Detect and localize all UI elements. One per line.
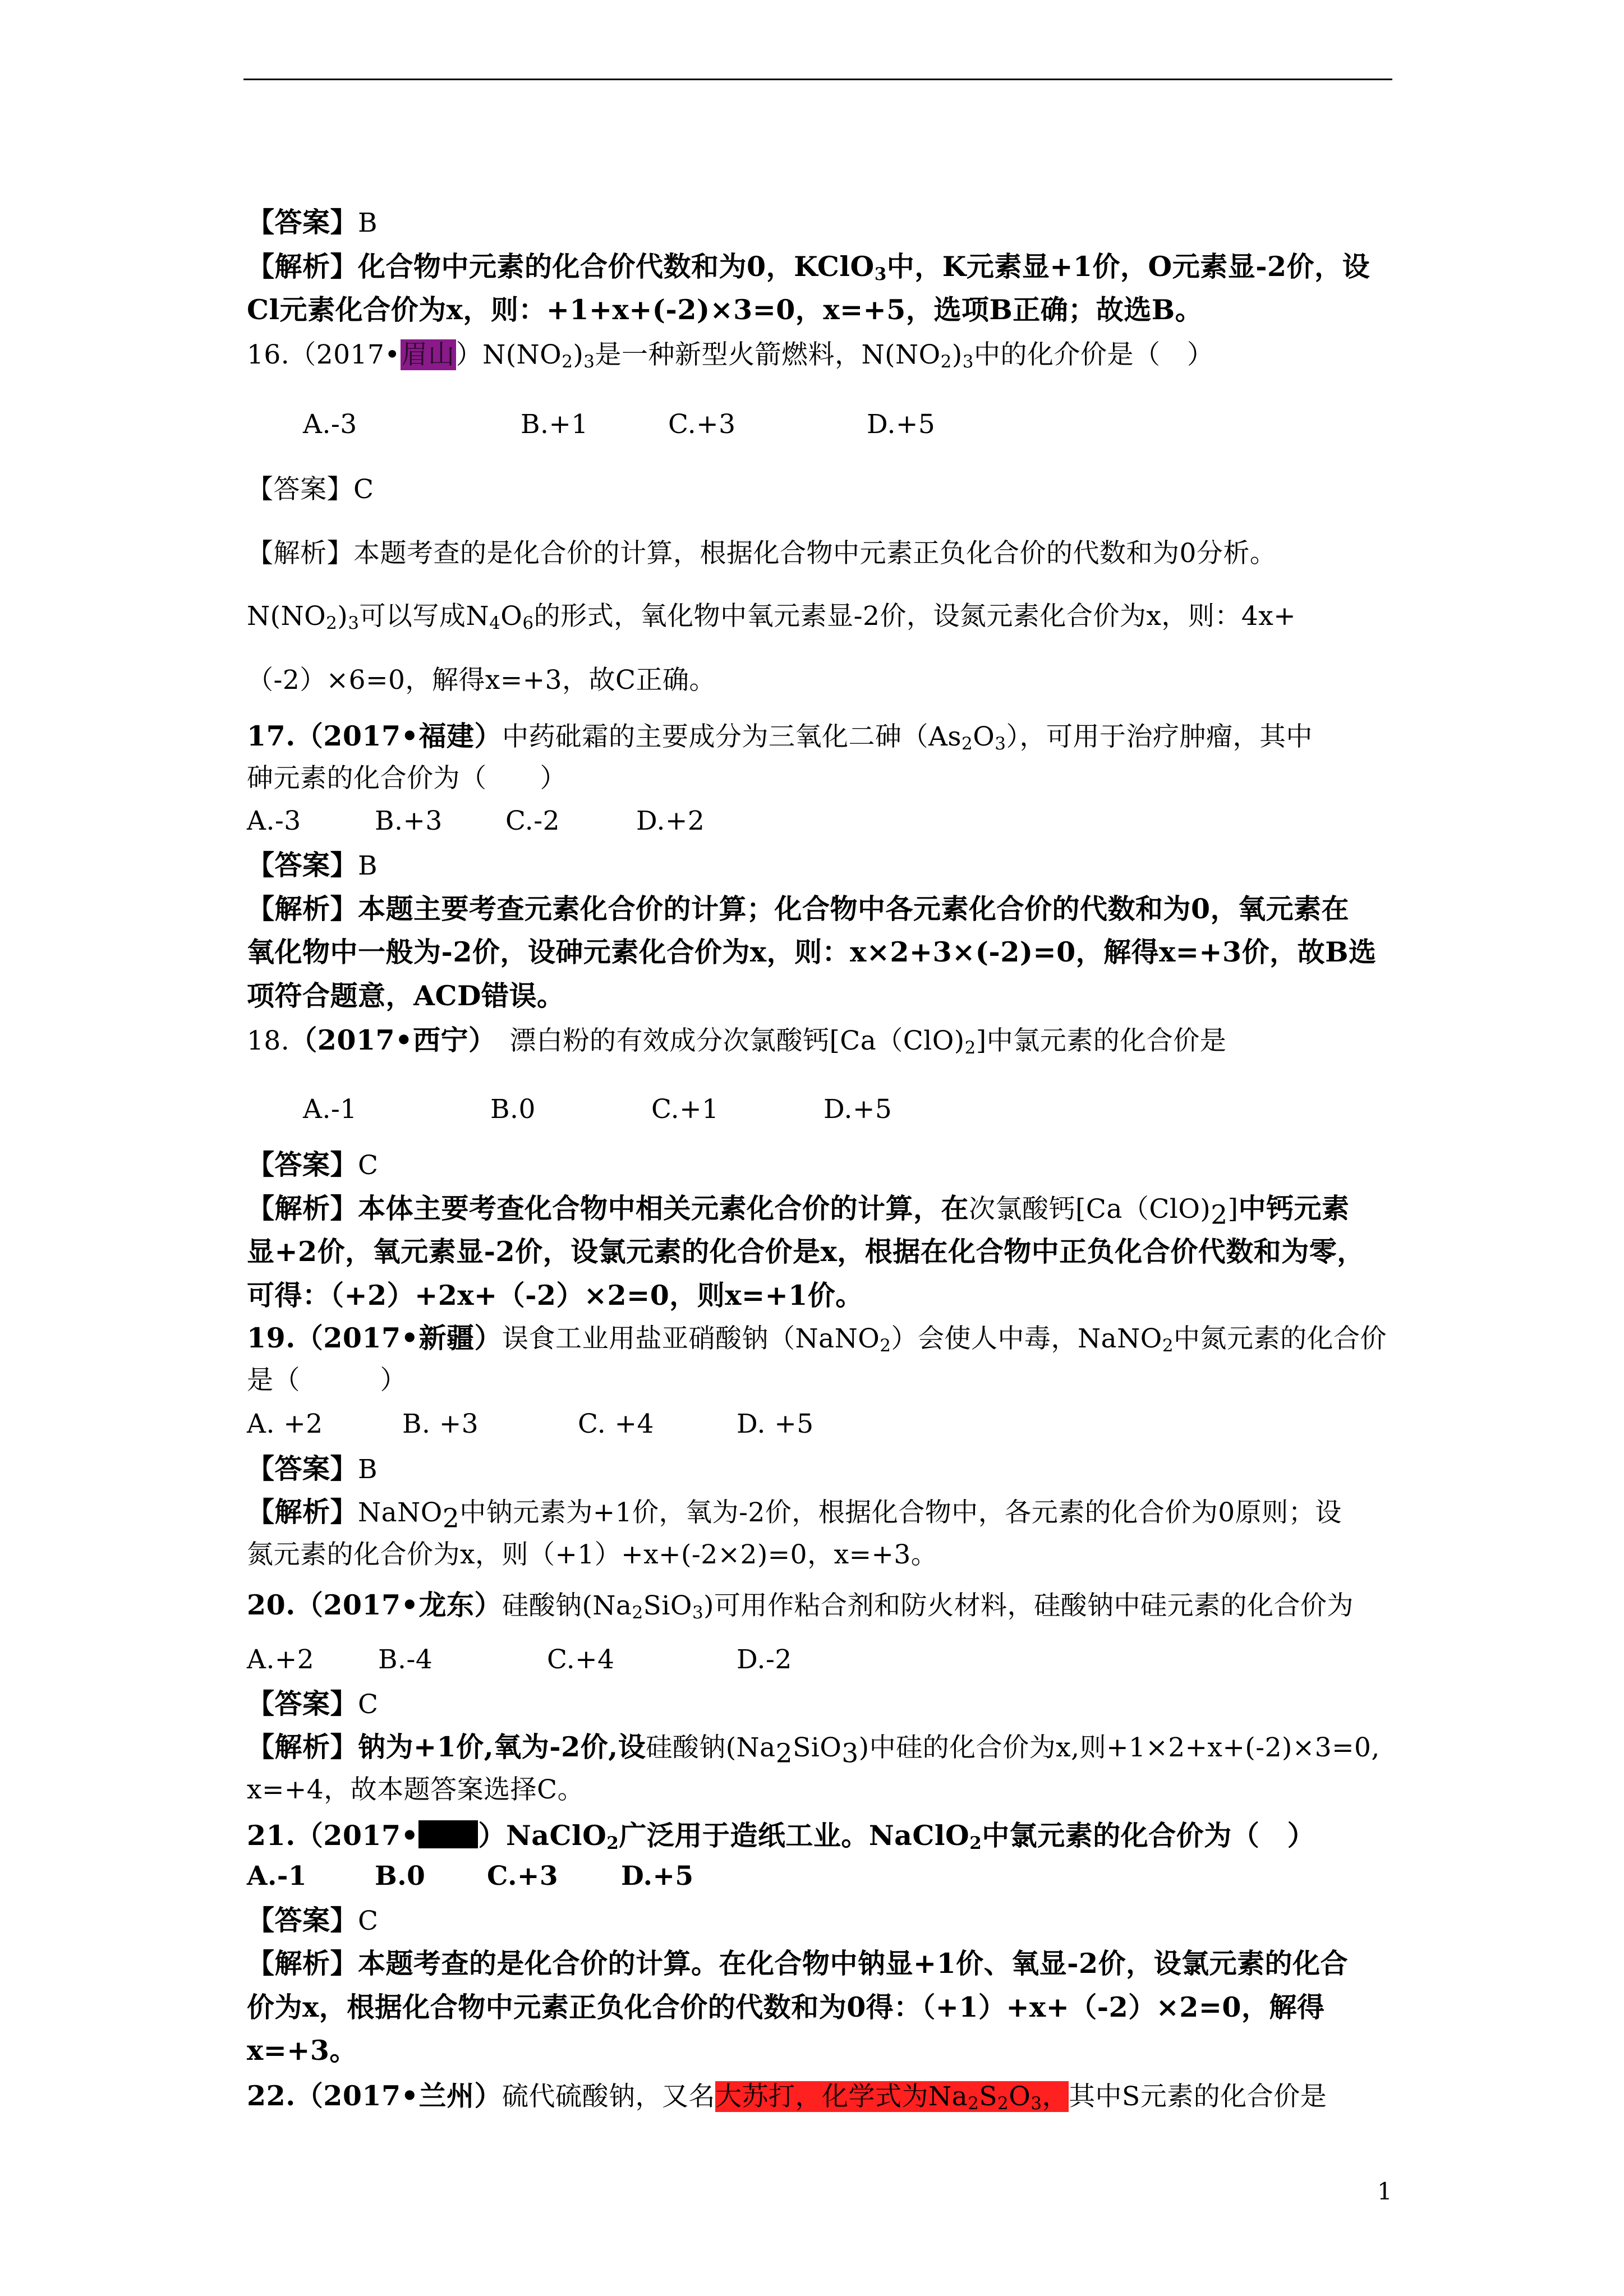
q18-stem: 18.（2017•西宁） 漂白粉的有效成分次氯酸钙$[Ca(ClO)_2]$中氯元素的化合价是 — [247, 1024, 1227, 1058]
q15-analysis-line2: Cl元素化合价为x，则：+1+x+(-2)×3=0，x=+5，选项B正确；故选B。 — [247, 293, 1203, 326]
q16-option-b: B.+1 — [521, 409, 588, 440]
page-number: 1 — [1377, 2178, 1392, 2205]
formula-highlight: 大苏打，化学式为$Na_2S_2O_3$， — [715, 2081, 1069, 2114]
q20-analysis-line1: 【解析】钠为+1价,氧为-2价,设硅酸钠$(Na_2SiO_3)$中硅的化合价为x,则+1×2+x+(-2)×3=0, — [247, 1731, 1380, 1769]
q16-analysis-line3: （-2）×6=0，解得x=+3，故C正确。 — [247, 665, 716, 696]
q16-answer: 【答案】C — [247, 474, 374, 505]
q21-option-d: D.+5 — [621, 1861, 694, 1892]
q19-analysis-line2: 氮元素的化合价为x，则（+1）+x+(-2×2)=0，x=+3。 — [247, 1539, 938, 1570]
q21-analysis-line3: x=+3。 — [247, 2034, 357, 2067]
q20-option-b: B.-4 — [378, 1644, 433, 1675]
q17-option-d: D.+2 — [636, 806, 705, 836]
q18-option-c: C.+1 — [651, 1094, 719, 1125]
q17-analysis-line3: 项符合题意，ACD错误。 — [247, 979, 565, 1012]
q18-option-d: D.+5 — [823, 1094, 892, 1125]
redacted-region — [418, 1820, 478, 1848]
q18-analysis-line3: 可得：（+2）+2x+（-2）×2=0，则x=+1价。 — [247, 1279, 863, 1312]
region-highlight: 眉山 — [401, 339, 455, 370]
q19-stem-line1: 19.（2017•新疆）误食工业用盐亚硝酸钠（NaNO$_2$）会使人中毒，NaNO$_2$中氮元素的化合价 — [247, 1322, 1387, 1356]
q19-stem-line2: 是（ ） — [247, 1365, 407, 1396]
q19-option-b: B. +3 — [402, 1409, 479, 1439]
q21-option-a: A.-1 — [247, 1861, 307, 1892]
q19-answer: 【答案】B — [247, 1452, 378, 1485]
q20-answer: 【答案】C — [247, 1687, 379, 1720]
q20-option-c: C.+4 — [547, 1644, 615, 1675]
q21-analysis-line1: 【解析】本题考查的是化合价的计算。在化合物中钠显+1价、氧显-2价，设氯元素的化合 — [247, 1947, 1349, 1980]
q17-stem-line2: 砷元素的化合价为（ ） — [247, 763, 567, 794]
q18-option-a: A.-1 — [303, 1094, 357, 1125]
q17-analysis-line2: 氧化物中一般为-2价，设砷元素化合价为x，则：x×2+3×(-2)=0，解得x=+3价，故B选 — [247, 936, 1377, 968]
q16-option-a: A.-3 — [303, 409, 357, 440]
q16-analysis-line1: 【解析】本题考查的是化合价的计算，根据化合物中元素正负化合价的代数和为0分析。 — [247, 538, 1277, 569]
q16-analysis-line2: $N(NO_2)_3$可以写成$N_4O_6$的形式，氧化物中氧元素显-2价，设氮元素化合价为x，则：4x+ — [247, 601, 1296, 633]
q17-stem-line1: 17.（2017•福建）中药砒霜的主要成分为三氧化二砷$(As_2O_3)$，可用于治疗肿瘤，其中 — [247, 720, 1313, 754]
q17-option-a: A.-3 — [247, 806, 301, 836]
q19-option-a: A. +2 — [247, 1409, 323, 1439]
q22-stem: 22.（2017•兰州）硫代硫酸钠，又名大苏打，化学式为$Na_2S_2O_3$，其中S元素的化合价是 — [247, 2079, 1327, 2114]
q19-analysis-line1: 【解析】NaNO$_2$中钠元素为+1价，氧为-2价，根据化合物中，各元素的化合价为0原则；设 — [247, 1496, 1342, 1534]
q15-analysis-line1: 【解析】化合物中元素的化合价代数和为0，KClO$_3$中，K元素显+1价，O元素显-2价，设 — [247, 250, 1370, 284]
q20-option-d: D.-2 — [737, 1644, 792, 1675]
q17-answer: 【答案】B — [247, 849, 378, 881]
q15-answer: 【答案】B — [247, 206, 378, 238]
q18-answer: 【答案】C — [247, 1148, 379, 1181]
q18-option-b: B.0 — [490, 1094, 536, 1125]
q21-analysis-line2: 价为x，根据化合物中元素正负化合价的代数和为0得：（+1）+x+（-2）×2=0，解得 — [247, 1991, 1325, 2023]
header-rule — [243, 79, 1392, 80]
q19-option-c: C. +4 — [578, 1409, 654, 1439]
q21-answer: 【答案】C — [247, 1904, 379, 1936]
q17-analysis-line1: 【解析】本题主要考查元素化合价的计算；化合物中各元素化合价的代数和为0，氧元素在 — [247, 892, 1350, 925]
q17-option-b: B.+3 — [375, 806, 443, 836]
q20-option-a: A.+2 — [247, 1644, 315, 1675]
q21-option-b: B.0 — [375, 1861, 426, 1892]
q20-stem: 20.（2017•龙东）硅酸钠$(Na_2SiO_3)$可用作粘合剂和防火材料，硅酸钠中硅元素的化合价为 — [247, 1589, 1354, 1623]
q18-analysis-line2: 显+2价，氧元素显-2价，设氯元素的化合价是x，根据在化合物中正负化合价代数和为零， — [247, 1235, 1365, 1268]
q21-option-c: C.+3 — [487, 1861, 559, 1892]
q19-option-d: D. +5 — [737, 1409, 814, 1439]
q21-stem: 21.（2017• ）NaClO$_2$广泛用于造纸工业。NaClO$_2$中氯元素的化合价为（ ） — [247, 1819, 1315, 1853]
q17-option-c: C.-2 — [505, 806, 560, 836]
q20-analysis-line2: x=+4，故本题答案选择C。 — [247, 1774, 585, 1805]
q16-option-d: D.+5 — [867, 409, 936, 440]
q16-stem: 16.（2017•眉山）$N(NO_2)_3$是一种新型火箭燃料，$N(NO_2)_3$中的化介价是（ ） — [247, 339, 1214, 372]
q18-analysis-line1: 【解析】本体主要考查化合物中相关元素化合价的计算，在次氯酸钙$[Ca(ClO)_2]$中钙元素 — [247, 1192, 1350, 1231]
q16-option-c: C.+3 — [668, 409, 736, 440]
